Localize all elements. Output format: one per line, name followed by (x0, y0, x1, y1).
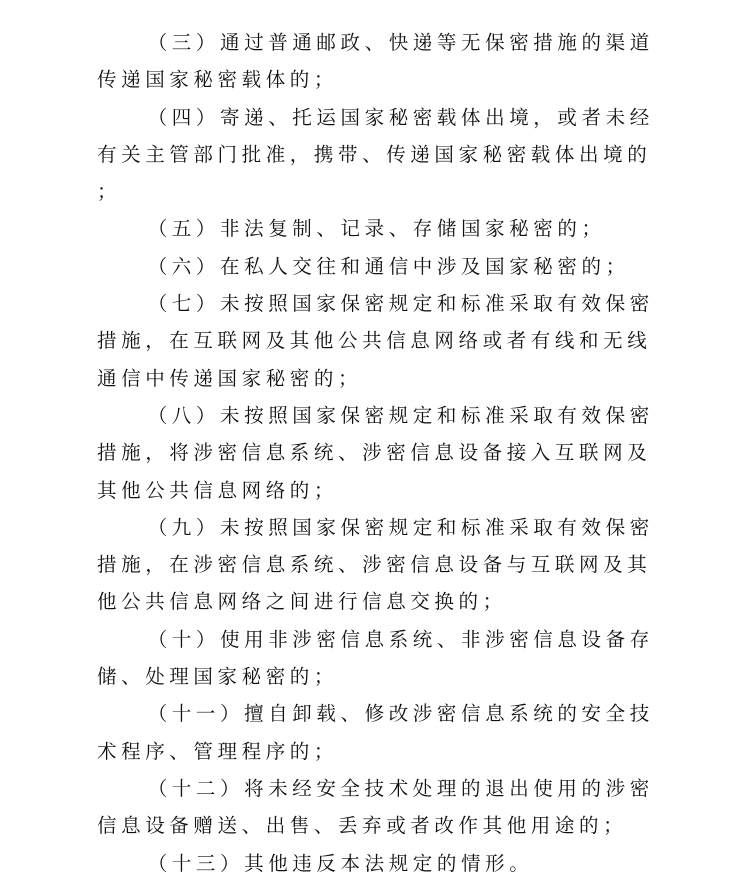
clause-6: （六）在私人交往和通信中涉及国家秘密的； (147, 254, 630, 278)
clause-10: （十）使用非涉密信息系统、非涉密信息设备存储、处理国家秘密的； (97, 627, 654, 689)
document-body (97, 24, 657, 882)
clause-8: （八）未按照国家保密规定和标准采取有效保密措施，将涉密信息系统、涉密信息设备接入互联网及其他公共信息网络的； (97, 403, 654, 502)
clause-12: （十二）将未经安全技术处理的退出使用的涉密信息设备赠送、出售、丢弃或者改作其他用途的； (97, 776, 654, 838)
clause-4: （四）寄递、托运国家秘密载体出境，或者未经有关主管部门批准，携带、传递国家秘密载体出境的； (97, 105, 654, 204)
clause-9: （九）未按照国家保密规定和标准采取有效保密措施，在涉密信息系统、涉密信息设备与互联网及其他公共信息网络之间进行信息交换的； (97, 515, 654, 614)
clause-7: （七）未按照国家保密规定和标准采取有效保密措施，在互联网及其他公共信息网络或者有线和无线通信中传递国家秘密的； (97, 292, 654, 390)
clause-11: （十一）擅自卸载、修改涉密信息系统的安全技术程序、管理程序的； (97, 702, 654, 763)
clause-13: （十三）其他违反本法规定的情形。 (147, 851, 534, 875)
clause-3: （三）通过普通邮政、快递等无保密措施的渠道传递国家秘密载体的； (97, 31, 654, 92)
clause-5: （五）非法复制、记录、存储国家秘密的； (147, 217, 606, 241)
